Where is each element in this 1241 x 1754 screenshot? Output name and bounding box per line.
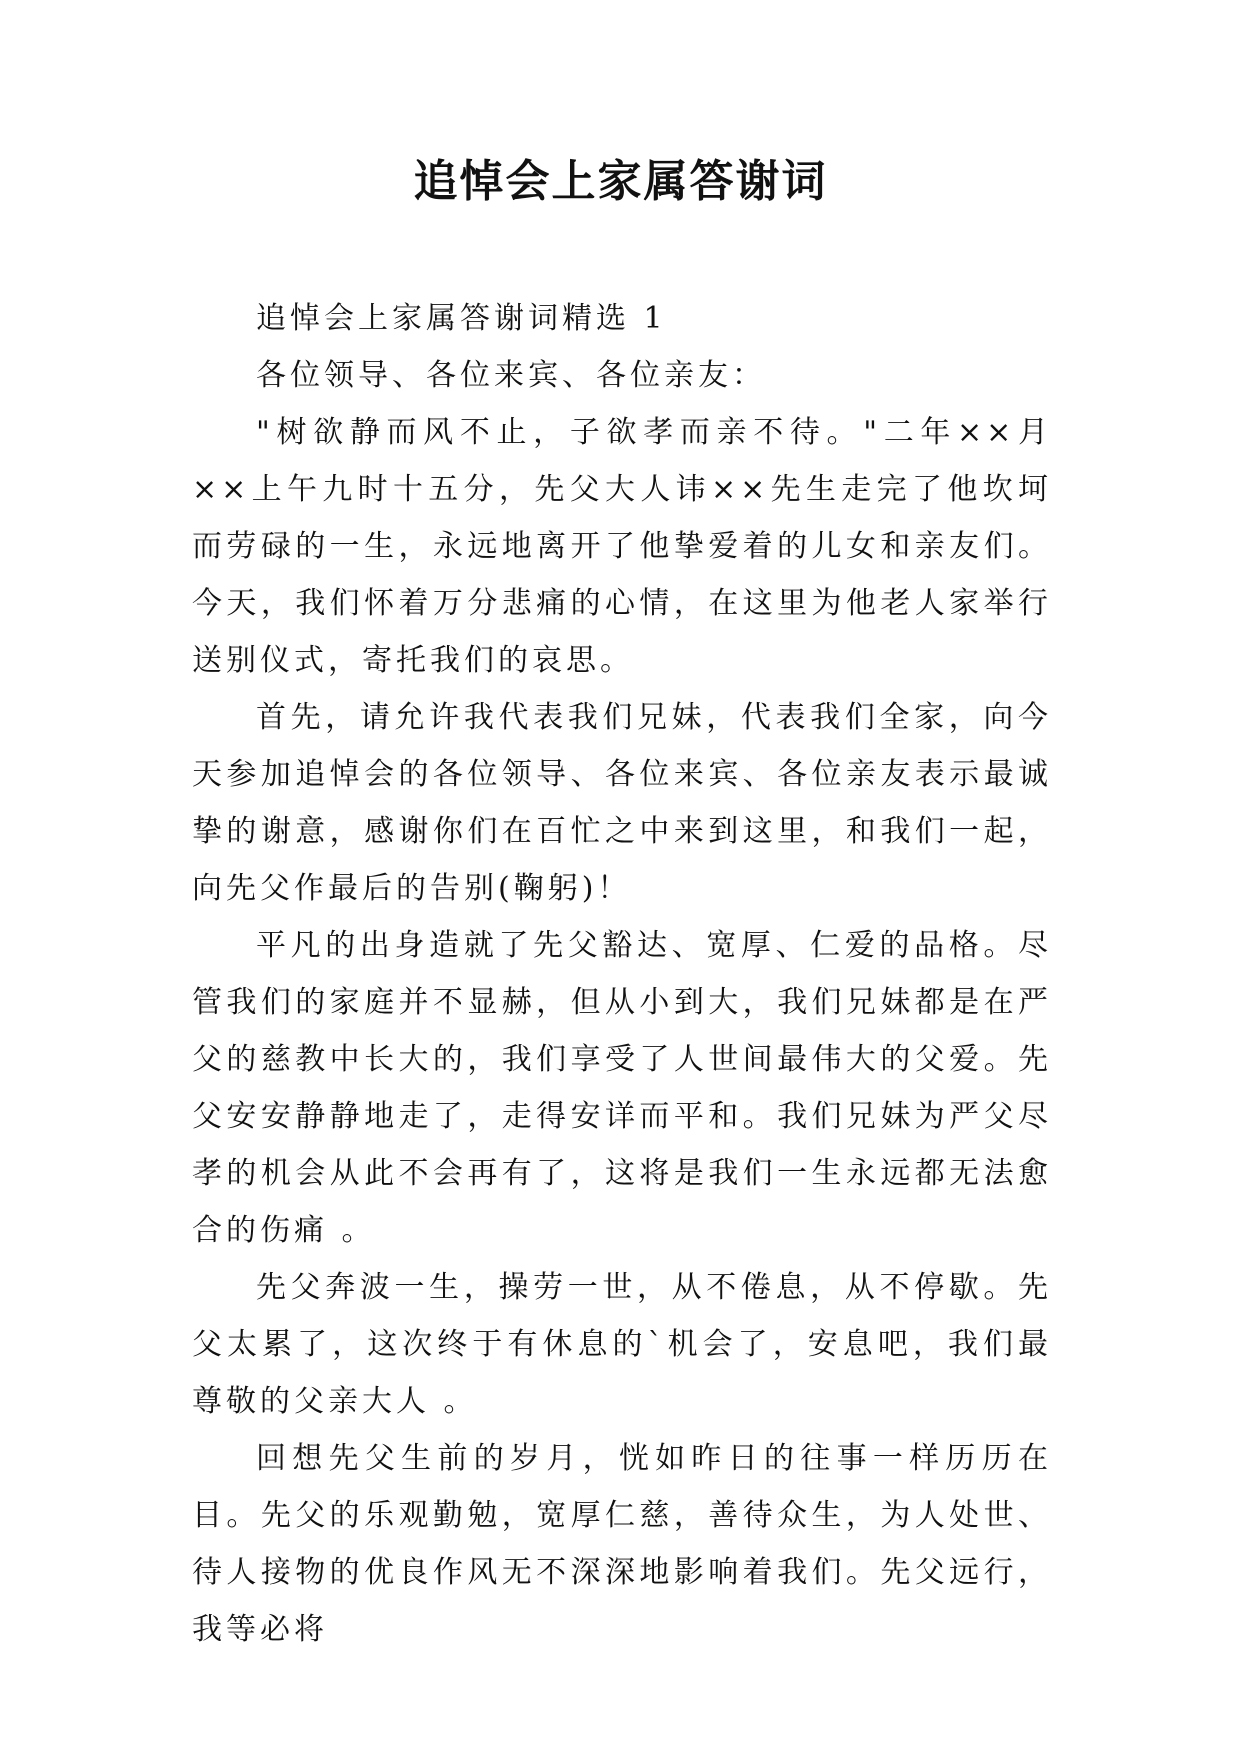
paragraph-salutation: 各位领导、各位来宾、各位亲友： (256, 358, 766, 393)
paragraph: 首先，请允许我代表我们兄妹，代表我们全家，向今天参加追悼会的各位领导、各位来宾、各位亲友表示最诚挚的谢意，感谢你们在百忙之中来到这里，和我们一起，向先父作最后的告别(鞠躬)！ (192, 700, 1052, 906)
document-title: 追悼会上家属答谢词 (413, 156, 828, 207)
paragraph: "树欲静而风不止，子欲孝而亲不待。"二年××月××上午九时十五分，先父大人讳××先生走完了他坎坷而劳碌的一生，永远地离开了他挚爱着的儿女和亲友们。今天，我们怀着万分悲痛的心情，在这里为他老人家举行送别仪式，寄托我们的哀思。 (192, 415, 1052, 678)
paragraph-heading: 追悼会上家属答谢词精选 1 (256, 301, 667, 336)
document-body (192, 290, 1052, 1658)
paragraph: 回想先父生前的岁月，恍如昨日的往事一样历历在目。先父的乐观勤勉，宽厚仁慈，善待众生，为人处世、待人接物的优良作风无不深深地影响着我们。先父远行，我等必将 (192, 1441, 1052, 1647)
paragraph: 先父奔波一生，操劳一世，从不倦息，从不停歇。先父太累了，这次终于有休息的`机会了，安息吧，我们最尊敬的父亲大人 。 (192, 1270, 1052, 1419)
paragraph: 平凡的出身造就了先父豁达、宽厚、仁爱的品格。尽管我们的家庭并不显赫，但从小到大，我们兄妹都是在严父的慈教中长大的，我们享受了人世间最伟大的父爱。先父安安静静地走了，走得安详而平和。我们兄妹为严父尽孝的机会从此不会再有了，这将是我们一生永远都无法愈合的伤痛 。 (192, 928, 1052, 1248)
